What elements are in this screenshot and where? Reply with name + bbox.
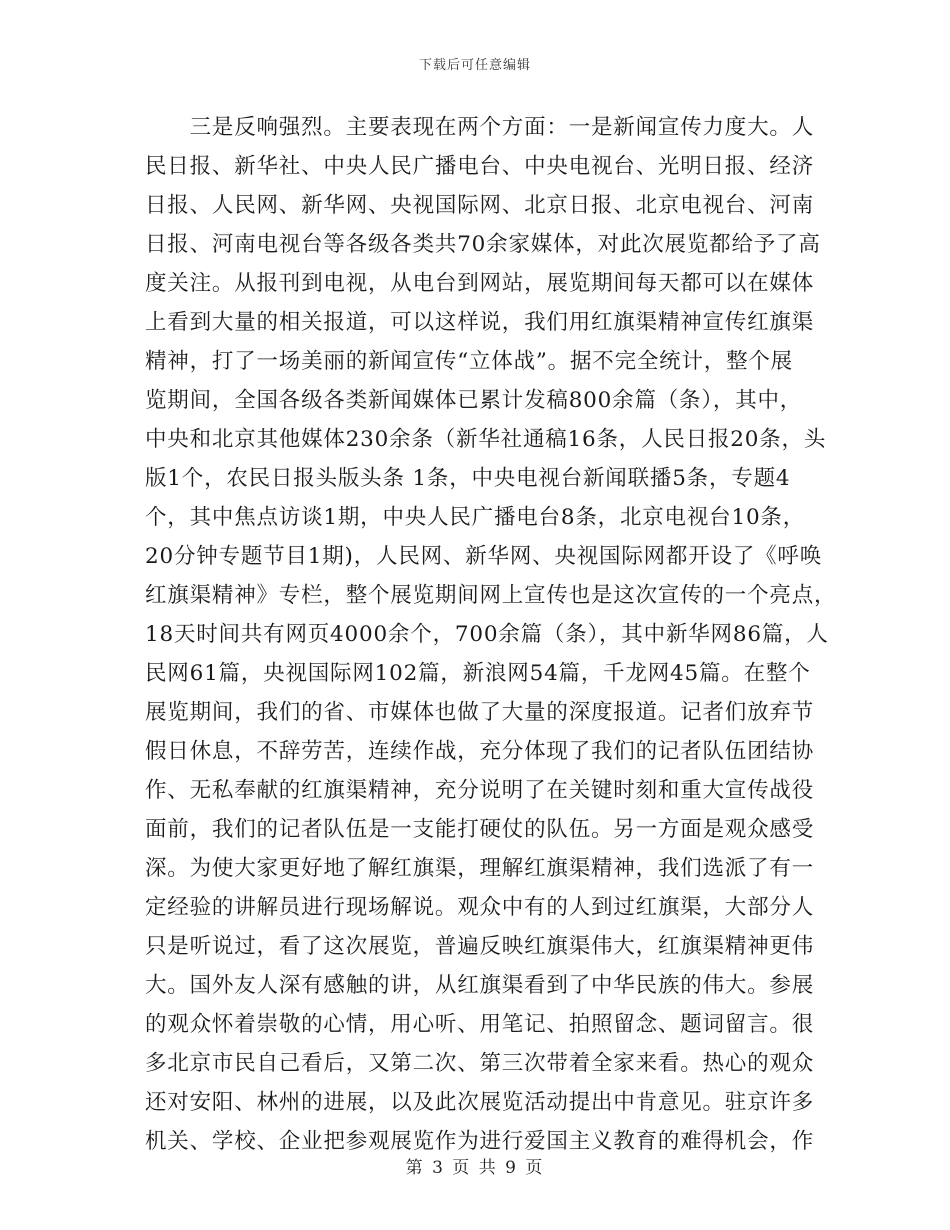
text-line: 假日休息，不辞劳苦，连续作战，充分体现了我们的记者队伍团结协 <box>145 739 815 764</box>
text-line: 度关注。从报刊到电视，从电台到网站，展览期间每天都可以在媒体 <box>145 271 815 296</box>
page-number-footer: 第 3 页 共 9 页 <box>405 1158 545 1178</box>
text-line: 精神，打了一场美丽的新闻宣传“立体战”。据不完全统计，整个展 <box>145 349 793 374</box>
text-line: 的观众怀着崇敬的心情，用心听、用笔记、拍照留念、题词留言。很 <box>145 1012 815 1037</box>
text-line: 只是听说过，看了这次展览，普遍反映红旗渠伟大，红旗渠精神更伟 <box>145 934 815 959</box>
text-line: 展览期间，我们的省、市媒体也做了大量的深度报道。记者们放弃节 <box>145 700 815 725</box>
text-line: 18天时间共有网页4000余个，700余篇（条），其中新华网86篇，人 <box>145 622 829 647</box>
page-header: 下载后可任意编辑 <box>418 58 531 73</box>
text-line: 版1个，农民日报头版头条 1条，中央电视台新闻联播5条，专题4 <box>145 466 791 491</box>
text-line: 多北京市民自己看后，又第二次、第三次带着全家来看。热心的观众 <box>145 1051 815 1076</box>
text-line: 还对安阳、林州的进展，以及此次展览活动提出中肯意见。驻京许多 <box>145 1090 815 1115</box>
text-line: 20分钟专题节目1期)，人民网、新华网、央视国际网都开设了《呼唤 <box>145 544 823 569</box>
text-line: 览期间，全国各级各类新闻媒体已累计发稿800余篇（条），其中， <box>145 388 803 413</box>
text-line: 中央和北京其他媒体230余条（新华社通稿16条，人民日报20条，头 <box>145 427 827 452</box>
text-line: 大。国外友人深有感触的讲，从红旗渠看到了中华民族的伟大。参展 <box>145 973 815 998</box>
text-line: 上看到大量的相关报道，可以这样说，我们用红旗渠精神宣传红旗渠 <box>145 310 815 335</box>
text-line: 日报、人民网、新华网、央视国际网、北京日报、北京电视台、河南 <box>145 193 815 218</box>
text-line: 民网61篇，央视国际网102篇，新浪网54篇，千龙网45篇。在整个 <box>145 661 811 686</box>
text-line: 机关、学校、企业把参观展览作为进行爱国主义教育的难得机会，作 <box>145 1129 815 1154</box>
text-line: 个，其中焦点访谈1期，中央人民广播电台8条，北京电视台10条， <box>145 505 806 530</box>
text-line: 日报、河南电视台等各级各类共70余家媒体，对此次展览都给予了高 <box>145 232 821 257</box>
text-line: 作、无私奉献的红旗渠精神，充分说明了在关键时刻和重大宣传战役 <box>145 778 815 803</box>
text-line: 红旗渠精神》专栏，整个展览期间网上宣传也是这次宣传的一个亮点， <box>145 583 837 608</box>
text-line: 面前，我们的记者队伍是一支能打硬仗的队伍。另一方面是观众感受 <box>145 817 815 842</box>
text-line: 民日报、新华社、中央人民广播电台、中央电视台、光明日报、经济 <box>145 154 815 179</box>
text-line: 三是反响强烈。主要表现在两个方面：一是新闻宣传力度大。人 <box>145 115 815 140</box>
text-line: 深。为使大家更好地了解红旗渠，理解红旗渠精神，我们选派了有一 <box>145 856 815 881</box>
body-paragraph <box>145 108 837 1161</box>
text-line: 定经验的讲解员进行现场解说。观众中有的人到过红旗渠，大部分人 <box>145 895 815 920</box>
